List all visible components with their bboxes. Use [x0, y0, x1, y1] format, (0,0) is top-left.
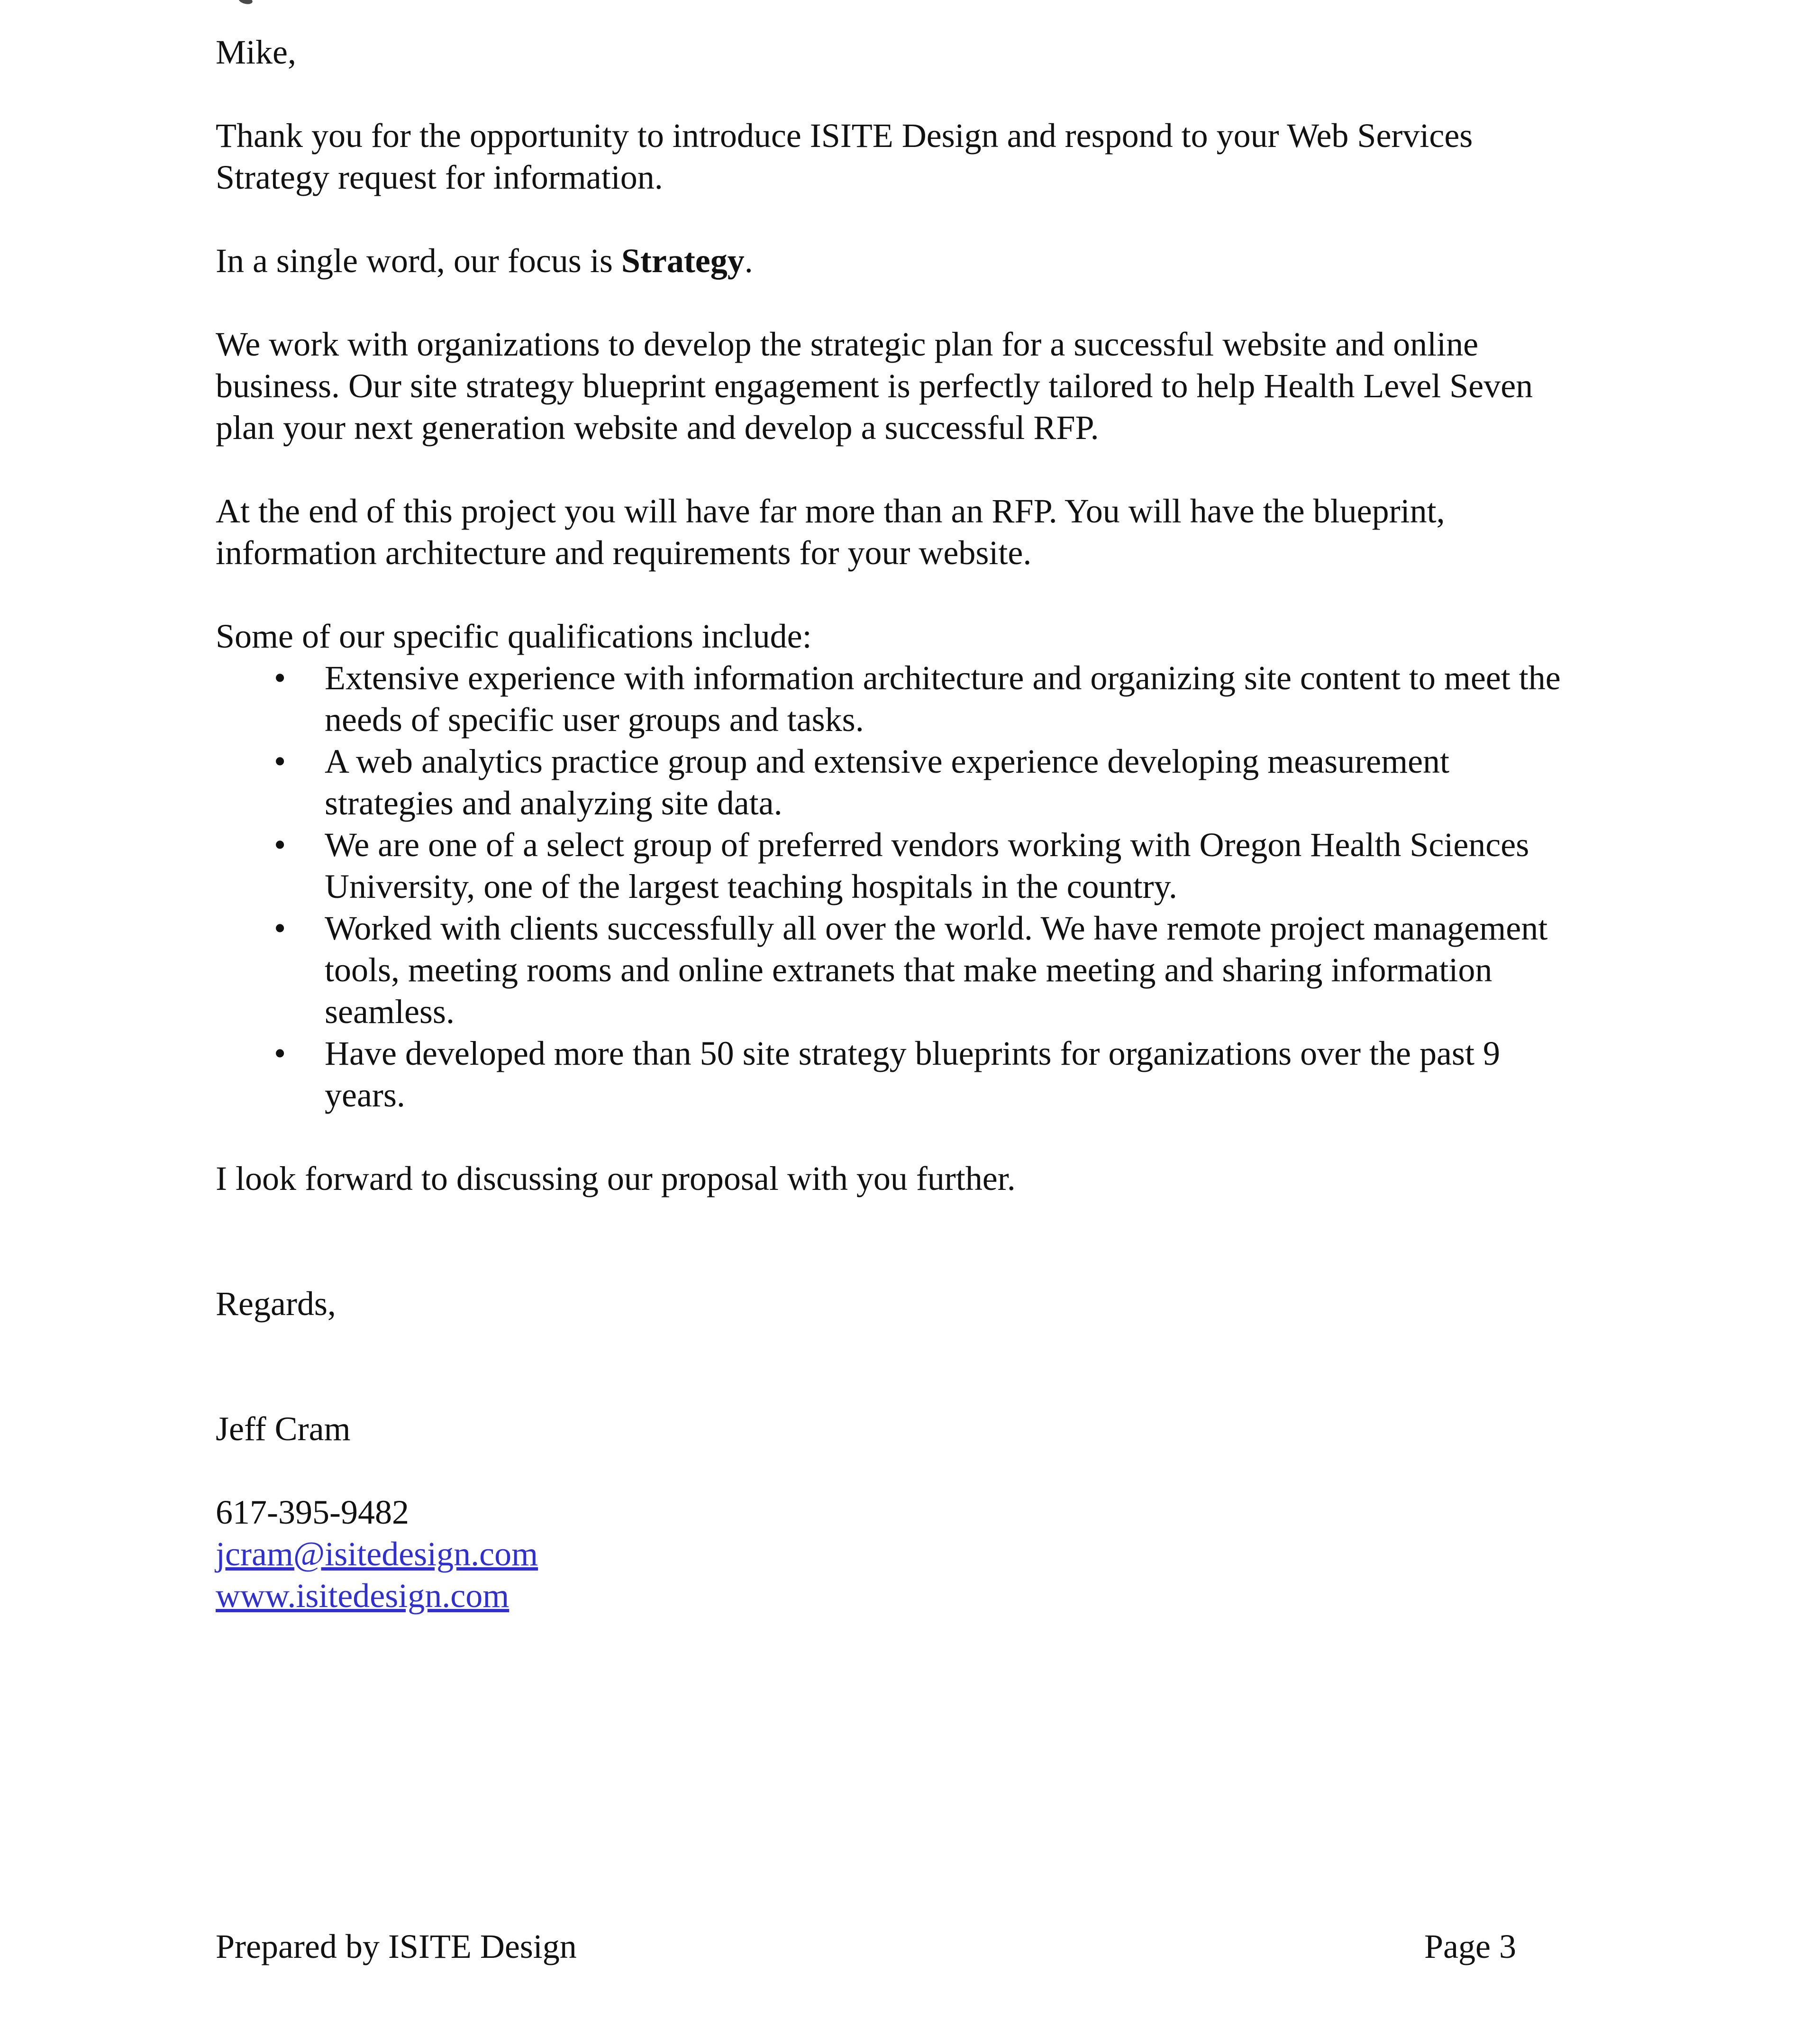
paragraph-project-end: [216, 490, 1633, 574]
valediction: Regards,: [216, 1285, 336, 1323]
bullet-line: needs of specific user groups and tasks.: [325, 701, 864, 739]
focus-strategy-bold-text: Strategy: [621, 242, 745, 280]
focus-suffix-text: .: [744, 242, 753, 280]
bullet-line: seamless.: [325, 993, 455, 1031]
paragraph-line: Thank you for the opportunity to introduce ISITE Design and respond to your Web Services: [216, 117, 1473, 155]
paragraph-line: Strategy request for information.: [216, 158, 663, 196]
focus-prefix-text: In a single word, our focus is: [216, 242, 621, 280]
greeting: Mike,: [216, 33, 296, 71]
contact-block: [216, 1491, 1633, 1617]
bullet-line: tools, meeting rooms and online extranets that make meeting and sharing information: [325, 951, 1492, 989]
paragraph-line: We work with organizations to develop the strategic plan for a successful website and online: [216, 325, 1479, 363]
bullet-dot-icon: •: [274, 659, 286, 697]
cutoff-text-artifact: [238, 0, 254, 5]
website-link[interactable]: www.isitedesign.com: [216, 1577, 510, 1615]
bullet-dot-icon: •: [274, 1034, 286, 1072]
bullet-dot-icon: •: [274, 742, 286, 780]
bullet-dot-icon: •: [274, 909, 286, 947]
bullet-line: Have developed more than 50 site strategy blueprints for organizations over the past 9: [325, 1034, 1500, 1072]
letter-body: [216, 31, 1633, 1617]
bullet-dot-icon: •: [274, 826, 286, 864]
footer-prepared-by: Prepared by ISITE Design: [216, 1928, 577, 1965]
paragraph-focus: [216, 240, 1633, 282]
bullet-line: strategies and analyzing site data.: [325, 784, 783, 822]
bullet-line: A web analytics practice group and extensive experience developing measurement: [325, 742, 1450, 780]
list-item: [274, 740, 1633, 824]
footer-page-number: Page 3: [1424, 1928, 1516, 1965]
contact-phone: 617-395-9482: [216, 1493, 409, 1531]
paragraph-line: At the end of this project you will have far more than an RFP. You will have the blueprint,: [216, 492, 1445, 530]
list-item: [274, 824, 1633, 907]
list-item: [274, 657, 1633, 740]
paragraph-we-work: [216, 323, 1633, 448]
closing-line: I look forward to discussing our proposal with you further.: [216, 1160, 1016, 1197]
bullet-line: University, one of the largest teaching hospitals in the country.: [325, 868, 1177, 905]
paragraph-line: plan your next generation website and develop a successful RFP.: [216, 409, 1099, 447]
bullet-line: Extensive experience with information architecture and organizing site content to meet the: [325, 659, 1561, 697]
signature-name: Jeff Cram: [216, 1410, 351, 1448]
list-item: [274, 1032, 1633, 1116]
paragraph-line: business. Our site strategy blueprint engagement is perfectly tailored to help Health Level Seven: [216, 367, 1533, 405]
paragraph-line: information architecture and requirements for your website.: [216, 534, 1032, 572]
bullet-line: Worked with clients successfully all over the world. We have remote project management: [325, 909, 1548, 947]
bullet-line: years.: [325, 1076, 405, 1114]
list-item: [274, 907, 1633, 1032]
bullet-line: We are one of a select group of preferred vendors working with Oregon Health Sciences: [325, 826, 1529, 864]
email-link[interactable]: jcram@isitedesign.com: [216, 1535, 538, 1573]
qualifications-intro: Some of our specific qualifications include:: [216, 617, 812, 655]
paragraph-thank-you: [216, 115, 1633, 198]
qualifications-list: [216, 657, 1633, 1116]
